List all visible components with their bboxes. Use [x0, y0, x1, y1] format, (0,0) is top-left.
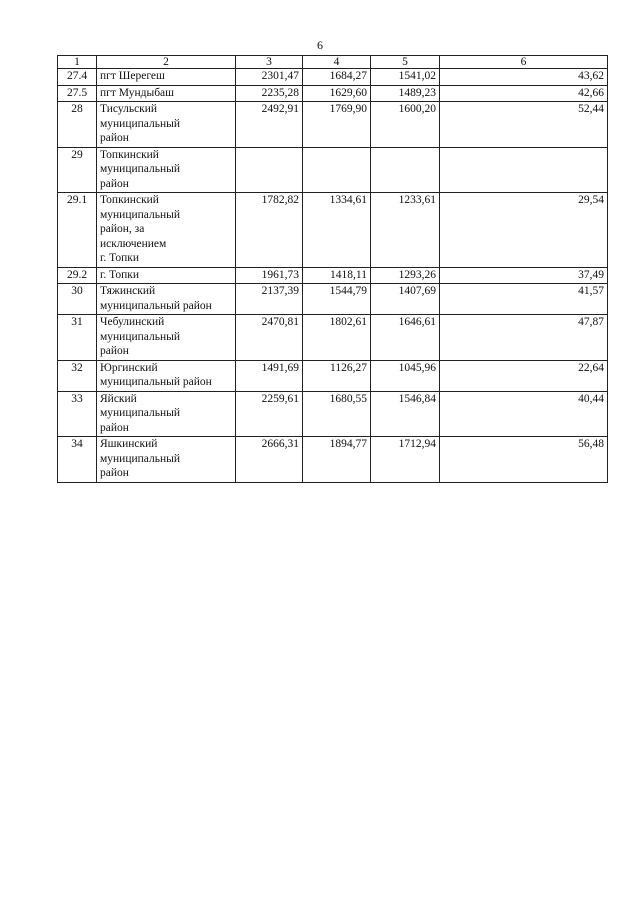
column-header-4: 4 — [303, 56, 371, 69]
row-name-cell: Юргинский муниципальный район — [97, 360, 236, 391]
row-number-cell: 33 — [58, 391, 97, 437]
value-cell-6: 52,44 — [440, 102, 608, 148]
table-body — [58, 69, 608, 483]
value-cell-6: 40,44 — [440, 391, 608, 437]
value-cell-3: 2301,47 — [236, 69, 303, 86]
value-cell-5: 1293,26 — [371, 267, 440, 284]
row-name-cell: Топкинский муниципальный район — [97, 147, 236, 193]
row-name-cell: Тяжинский муниципальный район — [97, 284, 236, 315]
row-name-cell: Тисульский муниципальный район — [97, 102, 236, 148]
value-cell-5: 1712,94 — [371, 437, 440, 483]
value-cell-5: 1646,61 — [371, 315, 440, 361]
row-number-cell: 29 — [58, 147, 97, 193]
value-cell-6: 41,57 — [440, 284, 608, 315]
table-row — [58, 102, 608, 148]
table-row — [58, 437, 608, 483]
value-cell-3: 2137,39 — [236, 284, 303, 315]
value-cell-3: 2259,61 — [236, 391, 303, 437]
value-cell-3: 2470,81 — [236, 315, 303, 361]
table-row — [58, 193, 608, 268]
value-cell-4: 1894,77 — [303, 437, 371, 483]
table-row — [58, 85, 608, 102]
value-cell-3: 1782,82 — [236, 193, 303, 268]
column-header-5: 5 — [371, 56, 440, 69]
value-cell-6: 43,62 — [440, 69, 608, 86]
value-cell-4: 1802,61 — [303, 315, 371, 361]
value-cell-5 — [371, 147, 440, 193]
table-row — [58, 69, 608, 86]
value-cell-5: 1546,84 — [371, 391, 440, 437]
value-cell-4: 1126,27 — [303, 360, 371, 391]
row-number-cell: 29.1 — [58, 193, 97, 268]
row-name-cell: Топкинский муниципальный район, за исключением г. Топки — [97, 193, 236, 268]
value-cell-5: 1600,20 — [371, 102, 440, 148]
row-number-cell: 32 — [58, 360, 97, 391]
table-row — [58, 360, 608, 391]
value-cell-5: 1407,69 — [371, 284, 440, 315]
page-number: 6 — [317, 38, 323, 52]
value-cell-4: 1334,61 — [303, 193, 371, 268]
row-number-cell: 29.2 — [58, 267, 97, 284]
value-cell-6: 22,64 — [440, 360, 608, 391]
row-name-cell: Чебулинский муниципальный район — [97, 315, 236, 361]
table-row — [58, 267, 608, 284]
value-cell-3 — [236, 147, 303, 193]
value-cell-4: 1629,60 — [303, 85, 371, 102]
value-cell-3: 1491,69 — [236, 360, 303, 391]
row-number-cell: 28 — [58, 102, 97, 148]
value-cell-6: 47,87 — [440, 315, 608, 361]
header-row — [58, 56, 608, 69]
table-row — [58, 147, 608, 193]
row-number-cell: 27.4 — [58, 69, 97, 86]
value-cell-6 — [440, 147, 608, 193]
row-name-cell: Яйский муниципальный район — [97, 391, 236, 437]
value-cell-4: 1544,79 — [303, 284, 371, 315]
row-number-cell: 31 — [58, 315, 97, 361]
table-header — [58, 56, 608, 69]
value-cell-3: 2235,28 — [236, 85, 303, 102]
row-number-cell: 27.5 — [58, 85, 97, 102]
value-cell-4: 1684,27 — [303, 69, 371, 86]
value-cell-4: 1769,90 — [303, 102, 371, 148]
value-cell-3: 2666,31 — [236, 437, 303, 483]
row-number-cell: 34 — [58, 437, 97, 483]
value-cell-5: 1489,23 — [371, 85, 440, 102]
row-name-cell: Яшкинский муниципальный район — [97, 437, 236, 483]
column-header-1: 1 — [58, 56, 97, 69]
value-cell-4 — [303, 147, 371, 193]
value-cell-5: 1045,96 — [371, 360, 440, 391]
row-number-cell: 30 — [58, 284, 97, 315]
column-header-6: 6 — [440, 56, 608, 69]
table-row — [58, 391, 608, 437]
value-cell-6: 42,66 — [440, 85, 608, 102]
value-cell-3: 2492,91 — [236, 102, 303, 148]
value-cell-4: 1680,55 — [303, 391, 371, 437]
value-cell-6: 29,54 — [440, 193, 608, 268]
row-name-cell: пгт Шерегеш — [97, 69, 236, 86]
value-cell-6: 37,49 — [440, 267, 608, 284]
column-header-3: 3 — [236, 56, 303, 69]
row-name-cell: г. Топки — [97, 267, 236, 284]
table-row — [58, 284, 608, 315]
row-name-cell: пгт Мундыбаш — [97, 85, 236, 102]
data-table — [57, 55, 608, 483]
value-cell-4: 1418,11 — [303, 267, 371, 284]
table-row — [58, 315, 608, 361]
value-cell-5: 1541,02 — [371, 69, 440, 86]
value-cell-6: 56,48 — [440, 437, 608, 483]
column-header-2: 2 — [97, 56, 236, 69]
value-cell-5: 1233,61 — [371, 193, 440, 268]
value-cell-3: 1961,73 — [236, 267, 303, 284]
